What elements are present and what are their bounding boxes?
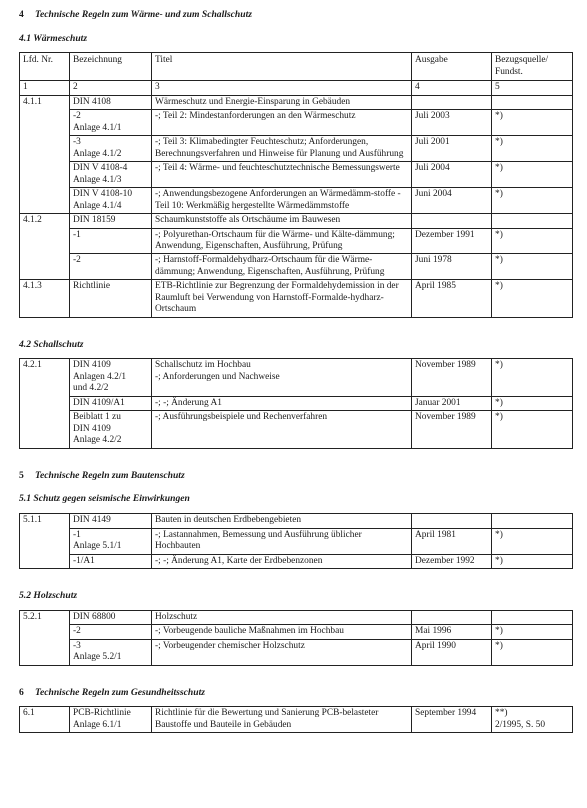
header-titel: Titel xyxy=(152,53,412,81)
table-seismische-einwirkungen xyxy=(19,513,573,569)
cell-bezeichnung: Beiblatt 1 zu DIN 4109 Anlage 4.2/2 xyxy=(70,411,152,448)
cell-bezugsquelle: *) xyxy=(492,188,573,214)
table-row xyxy=(20,411,573,448)
table-row xyxy=(20,110,573,136)
cell-bezugsquelle: *) xyxy=(492,280,573,317)
cell-lfd-nr xyxy=(20,136,70,162)
cell-ausgabe: Juli 2001 xyxy=(412,136,492,162)
section-heading-4-1: 4.1 Wärmeschutz xyxy=(19,32,88,44)
table-row xyxy=(20,528,573,554)
cell-bezeichnung: DIN 4149 xyxy=(70,514,152,528)
table-row xyxy=(20,136,573,162)
cell-bezeichnung: -2 xyxy=(70,625,152,639)
cell-lfd-nr xyxy=(20,554,70,568)
table-gesundheitsschutz xyxy=(19,706,573,733)
section-heading-4-2: 4.2 Schallschutz xyxy=(19,338,84,350)
cell-titel: -; Teil 4: Wärme- und feuchteschutztechnische Bemessungswerte xyxy=(152,162,412,188)
cell-ausgabe: Juli 2004 xyxy=(412,162,492,188)
cell-ausgabe: April 1990 xyxy=(412,639,492,665)
cell-bezugsquelle: *) xyxy=(492,554,573,568)
table-header-number-row xyxy=(20,81,573,95)
cell-ausgabe: April 1981 xyxy=(412,528,492,554)
cell-bezugsquelle: *) xyxy=(492,625,573,639)
cell-lfd-nr xyxy=(20,254,70,280)
table-row xyxy=(20,228,573,254)
cell-bezugsquelle: *) xyxy=(492,110,573,136)
cell-titel: -; Teil 2: Mindestanforderungen an den Wärmeschutz xyxy=(152,110,412,136)
header-number-ausgabe: 4 xyxy=(412,81,492,95)
table-row xyxy=(20,554,573,568)
cell-bezeichnung: PCB-Richtlinie Anlage 6.1/1 xyxy=(70,707,152,733)
header-number-lfd-nr: 1 xyxy=(20,81,70,95)
cell-titel: Holzschutz xyxy=(152,610,412,624)
cell-ausgabe: November 1989 xyxy=(412,411,492,448)
cell-titel: -; -; Änderung A1, Karte der Erdbebenzonen xyxy=(152,554,412,568)
cell-bezugsquelle: *) xyxy=(492,411,573,448)
cell-lfd-nr xyxy=(20,162,70,188)
table-row xyxy=(20,610,573,624)
table-schallschutz xyxy=(19,358,573,448)
cell-titel: -; Vorbeugende bauliche Maßnahmen im Hochbau xyxy=(152,625,412,639)
cell-titel: Richtlinie für die Bewertung und Sanierung PCB-belasteter Baustoffe und Bauteile in Gebäuden xyxy=(152,707,412,733)
cell-bezugsquelle: *) xyxy=(492,162,573,188)
cell-lfd-nr xyxy=(20,228,70,254)
cell-bezugsquelle: *) xyxy=(492,528,573,554)
cell-lfd-nr: 5.1.1 xyxy=(20,514,70,528)
cell-titel: Bauten in deutschen Erdbebengebieten xyxy=(152,514,412,528)
section-heading-6: 6 Technische Regeln zum Gesundheitsschutz xyxy=(19,686,205,698)
cell-lfd-nr: 4.2.1 xyxy=(20,359,70,396)
header-bezugsquelle: Bezugsquelle/ Fundst. xyxy=(492,53,573,81)
cell-bezugsquelle xyxy=(492,514,573,528)
cell-bezeichnung: DIN 4108 xyxy=(70,95,152,109)
cell-bezugsquelle xyxy=(492,95,573,109)
table-header-row xyxy=(20,53,573,81)
cell-ausgabe xyxy=(412,95,492,109)
cell-bezeichnung: DIN 4109 Anlagen 4.2/1 und 4.2/2 xyxy=(70,359,152,396)
cell-bezeichnung: -1/A1 xyxy=(70,554,152,568)
cell-titel: -; Harnstoff-Formaldehydharz-Ortschaum für die Wärme-dämmung; Anwendung, Eigenschaften, Ausführung, Prüfung xyxy=(152,254,412,280)
cell-titel: -; Polyurethan-Ortschaum für die Wärme- und Kälte-dämmung; Anwendung, Eigenschaften, Ausführung, Prüfung xyxy=(152,228,412,254)
cell-lfd-nr: 4.1.2 xyxy=(20,214,70,228)
cell-titel: Schaumkunststoffe als Ortschäume im Bauwesen xyxy=(152,214,412,228)
table-row xyxy=(20,396,573,410)
header-number-titel: 3 xyxy=(152,81,412,95)
cell-titel: Wärmeschutz und Energie-Einsparung in Gebäuden xyxy=(152,95,412,109)
section-heading-5: 5 Technische Regeln zum Bautenschutz xyxy=(19,469,185,481)
header-lfd-nr: Lfd. Nr. xyxy=(20,53,70,81)
table-row xyxy=(20,214,573,228)
cell-bezeichnung: DIN V 4108-10 Anlage 4.1/4 xyxy=(70,188,152,214)
table-row xyxy=(20,188,573,214)
table-row xyxy=(20,280,573,317)
header-number-bezugsquelle: 5 xyxy=(492,81,573,95)
cell-ausgabe: September 1994 xyxy=(412,707,492,733)
section-heading-4: 4 Technische Regeln zum Wärme- und zum Schallschutz xyxy=(19,9,252,20)
cell-lfd-nr xyxy=(20,625,70,639)
header-number-bezeichnung: 2 xyxy=(70,81,152,95)
cell-titel: -; Vorbeugender chemischer Holzschutz xyxy=(152,639,412,665)
table-row xyxy=(20,639,573,665)
cell-lfd-nr xyxy=(20,110,70,136)
cell-titel: ETB-Richtlinie zur Begrenzung der Formaldehydemission in der Raumluft bei Verwendung von Harnstoff-Formalde-hydharz-Ortschaum xyxy=(152,280,412,317)
cell-ausgabe: November 1989 xyxy=(412,359,492,396)
table-waermeschutz xyxy=(19,52,573,317)
cell-bezeichnung: -2 xyxy=(70,254,152,280)
cell-bezugsquelle: *) xyxy=(492,396,573,410)
cell-bezeichnung: -2 Anlage 4.1/1 xyxy=(70,110,152,136)
table-holzschutz xyxy=(19,610,573,666)
cell-ausgabe: Juni 1978 xyxy=(412,254,492,280)
section-heading-5-1: 5.1 Schutz gegen seismische Einwirkungen xyxy=(19,493,190,505)
cell-bezugsquelle: *) xyxy=(492,136,573,162)
cell-bezugsquelle: *) xyxy=(492,639,573,665)
cell-bezeichnung: -3 Anlage 4.1/2 xyxy=(70,136,152,162)
table-row xyxy=(20,359,573,396)
cell-bezugsquelle: *) xyxy=(492,228,573,254)
cell-lfd-nr xyxy=(20,396,70,410)
cell-lfd-nr: 6.1 xyxy=(20,707,70,733)
cell-bezeichnung: Richtlinie xyxy=(70,280,152,317)
cell-ausgabe xyxy=(412,214,492,228)
cell-lfd-nr xyxy=(20,528,70,554)
cell-lfd-nr: 4.1.3 xyxy=(20,280,70,317)
header-bezeichnung: Bezeichnung xyxy=(70,53,152,81)
cell-titel: -; -; Änderung A1 xyxy=(152,396,412,410)
cell-bezeichnung: -1 Anlage 5.1/1 xyxy=(70,528,152,554)
cell-lfd-nr: 4.1.1 xyxy=(20,95,70,109)
cell-bezugsquelle xyxy=(492,610,573,624)
cell-bezeichnung: DIN 4109/A1 xyxy=(70,396,152,410)
cell-bezeichnung: DIN 68800 xyxy=(70,610,152,624)
cell-bezugsquelle: *) xyxy=(492,254,573,280)
cell-bezeichnung: -1 xyxy=(70,228,152,254)
table-row xyxy=(20,707,573,733)
cell-ausgabe xyxy=(412,514,492,528)
cell-titel: -; Teil 3: Klimabedingter Feuchteschutz; Anforderungen, Berechnungsverfahren und Hinweise für Planung und Ausführung xyxy=(152,136,412,162)
table-row xyxy=(20,95,573,109)
cell-titel: -; Ausführungsbeispiele und Rechenverfahren xyxy=(152,411,412,448)
section-heading-5-2: 5.2 Holzschutz xyxy=(19,590,78,602)
table-row xyxy=(20,162,573,188)
cell-bezugsquelle: **) 2/1995, S. 50 xyxy=(492,707,573,733)
cell-titel: -; Anwendungsbezogene Anforderungen an Wärmedämm-stoffe - Teil 10: Werkmäßig hergestellte Wärmedämmstoffe xyxy=(152,188,412,214)
table-row xyxy=(20,625,573,639)
document-page xyxy=(19,0,572,733)
header-ausgabe: Ausgabe xyxy=(412,53,492,81)
cell-bezugsquelle: *) xyxy=(492,359,573,396)
cell-titel: -; Lastannahmen, Bemessung und Ausführung üblicher Hochbauten xyxy=(152,528,412,554)
cell-bezeichnung: DIN V 4108-4 Anlage 4.1/3 xyxy=(70,162,152,188)
cell-titel: Schallschutz im Hochbau -; Anforderungen und Nachweise xyxy=(152,359,412,396)
table-row xyxy=(20,254,573,280)
cell-ausgabe: Dezember 1992 xyxy=(412,554,492,568)
cell-lfd-nr xyxy=(20,411,70,448)
cell-ausgabe: Mai 1996 xyxy=(412,625,492,639)
table-row xyxy=(20,514,573,528)
cell-ausgabe: Januar 2001 xyxy=(412,396,492,410)
cell-bezeichnung: DIN 18159 xyxy=(70,214,152,228)
cell-ausgabe: Juni 2004 xyxy=(412,188,492,214)
cell-bezugsquelle xyxy=(492,214,573,228)
cell-lfd-nr: 5.2.1 xyxy=(20,610,70,624)
cell-lfd-nr xyxy=(20,639,70,665)
cell-ausgabe: Juli 2003 xyxy=(412,110,492,136)
cell-bezeichnung: -3 Anlage 5.2/1 xyxy=(70,639,152,665)
cell-lfd-nr xyxy=(20,188,70,214)
cell-ausgabe xyxy=(412,610,492,624)
cell-ausgabe: April 1985 xyxy=(412,280,492,317)
cell-ausgabe: Dezember 1991 xyxy=(412,228,492,254)
